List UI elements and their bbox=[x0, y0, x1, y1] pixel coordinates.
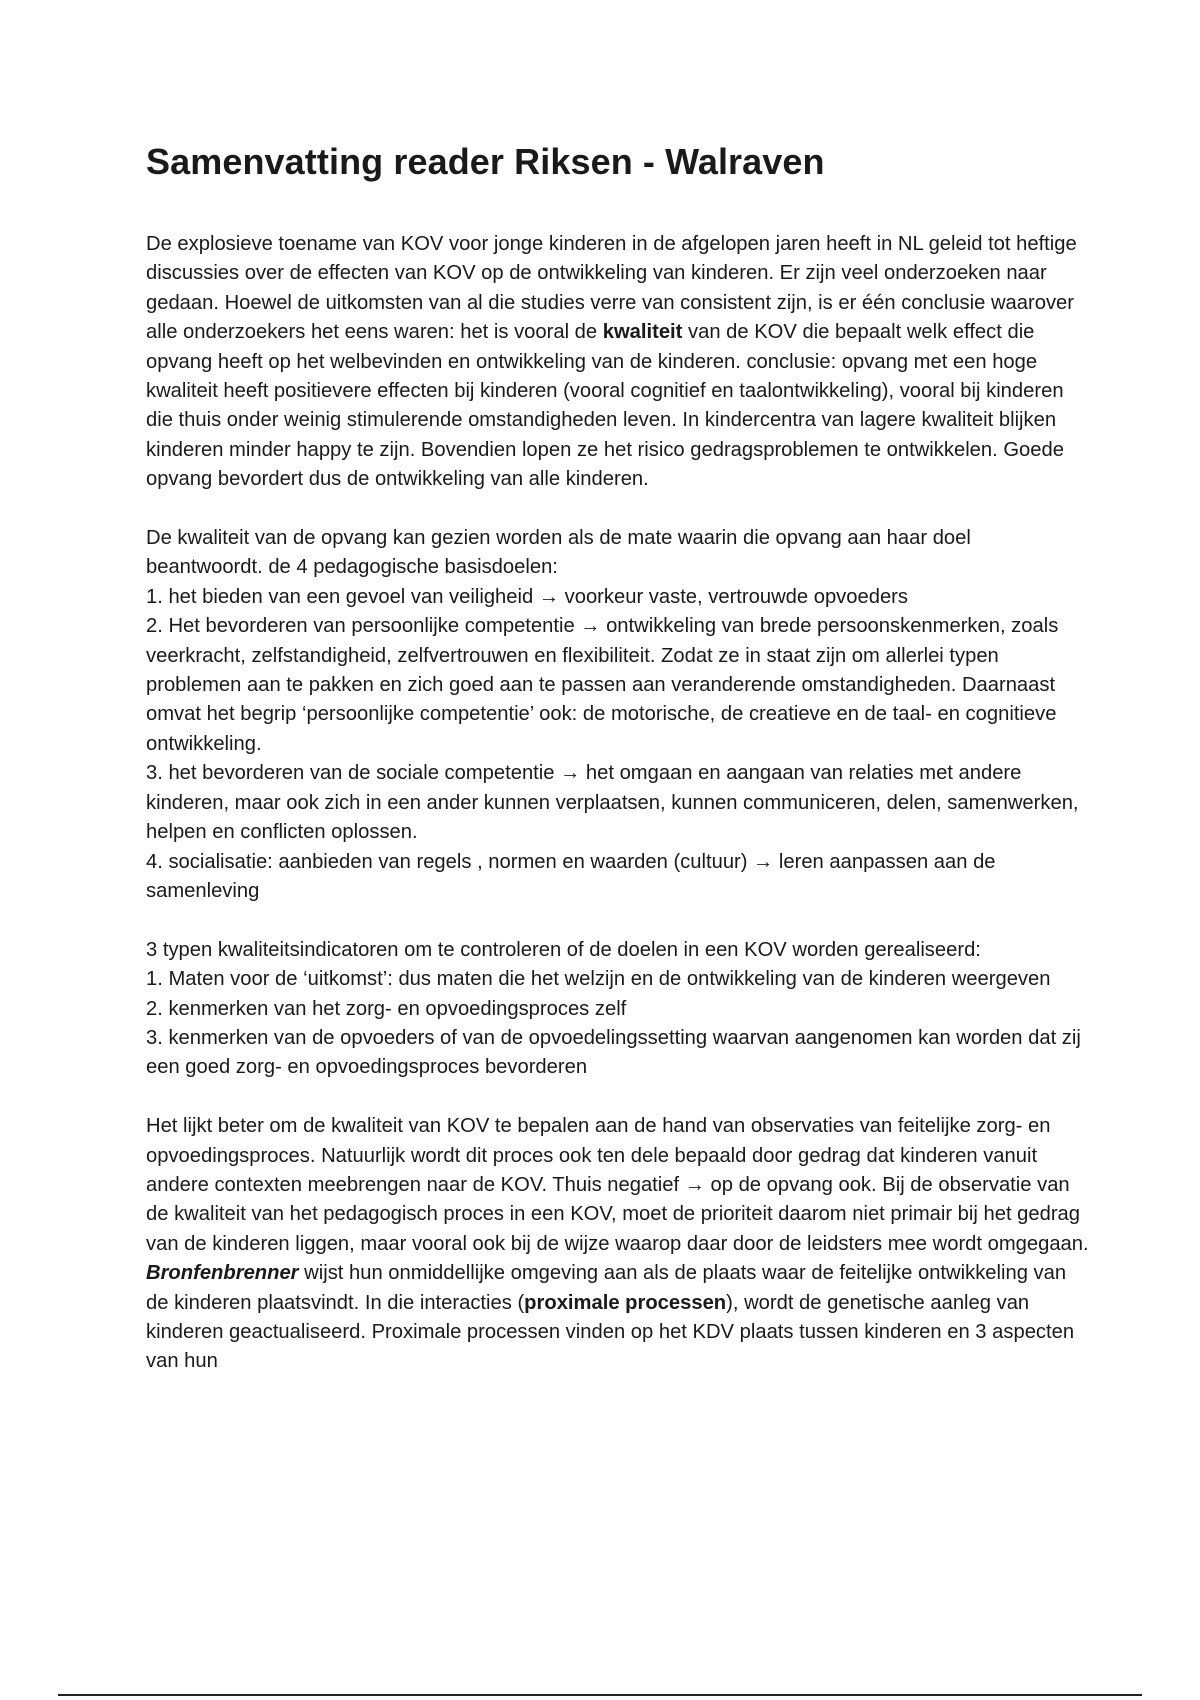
bronfenbrenner-term: Bronfenbrenner bbox=[146, 1262, 299, 1285]
intro-paragraph bbox=[146, 230, 1092, 495]
proximal-processes-term: proximale processen bbox=[524, 1291, 727, 1314]
page-bottom-rule bbox=[58, 1694, 1142, 1696]
goals-section bbox=[146, 524, 1092, 906]
document-title: Samenvatting reader Riksen - Walraven bbox=[146, 141, 825, 182]
indicators-section bbox=[146, 936, 1092, 1083]
indicator-item: 2. kenmerken van het zorg- en opvoedingsproces zelf bbox=[146, 997, 627, 1020]
goal-item: 3. het bevorderen van de sociale competentie → het omgaan en aangaan van relaties met andere kinderen, maar ook zich in een ander kunnen verplaatsen, kunnen communiceren, delen, samenwerken, helpen en conflicten oplossen. bbox=[146, 762, 1079, 844]
observation-text-2: wijst hun onmiddellijke omgeving aan als de plaats waar de feitelijke ontwikkeling van de kinderen plaatsvindt. In die interacties ( bbox=[146, 1262, 1067, 1314]
intro-text-1: De explosieve toename van KOV voor jonge kinderen in de afgelopen jaren heeft in NL geleid tot heftige discussies over de effecten van KOV op de ontwikkeling van kinderen. Er zijn veel onderzoeken naar gedaan. Hoewel de uitkomsten van al die studies verre van consistent zijn, is er één conclusie waarover alle onderzoekers het eens waren: het is vooral de bbox=[146, 233, 1077, 344]
goals-intro: De kwaliteit van de opvang kan gezien worden als de mate waarin die opvang aan haar doel beantwoordt. de 4 pedagogische basisdoelen: bbox=[146, 527, 971, 579]
observation-text-3: ), wordt de genetische aanleg van kinderen geactualiseerd. Proximale processen vinden op het KDV plaats tussen kinderen en 3 aspecten van hun bbox=[146, 1291, 1075, 1373]
indicators-intro: 3 typen kwaliteitsindicatoren om te controleren of de doelen in een KOV worden gerealiseerd: bbox=[146, 938, 981, 961]
indicator-item: 1. Maten voor de ‘uitkomst’: dus maten die het welzijn en de ontwikkeling van de kinderen weergeven bbox=[146, 968, 1051, 991]
goal-item: 4. socialisatie: aanbieden van regels , normen en waarden (cultuur) → leren aanpassen aan de samenleving bbox=[146, 850, 996, 902]
goal-item: 1. het bieden van een gevoel van veiligheid → voorkeur vaste, vertrouwde opvoeders bbox=[146, 585, 908, 608]
intro-text-2: van de KOV die bepaalt welk effect die opvang heeft op het welbevinden en ontwikkeling van de kinderen. conclusie: opvang met een hoge kwaliteit heeft positievere effecten bij kinderen (vooral cognitief en taalontwikkeling), vooral bij kinderen die thuis onder weinig stimulerende omstandigheden leven. In kindercentra van lagere kwaliteit blijken kinderen minder happy te zijn. Bovendien lopen ze het risico gedragsproblemen te ontwikkelen. Goede opvang bevordert dus de ontwikkeling van alle kinderen. bbox=[146, 321, 1064, 491]
document-page bbox=[146, 140, 1092, 1377]
observation-text-1: Het lijkt beter om de kwaliteit van KOV te bepalen aan de hand van observaties van feitelijke zorg- en opvoedingsproces. Natuurlijk wordt dit proces ook ten dele bepaald door gedrag dat kinderen vanuit andere contexten meebrengen naar de KOV. Thuis negatief → op de opvang ook. Bij de observatie van de kwaliteit van het pedagogisch proces in een KOV, moet de prioriteit daarom niet primair bij het gedrag van de kinderen liggen, maar vooral ook bij de wijze waarop daar door de leidsters mee wordt omgegaan. bbox=[146, 1115, 1089, 1255]
intro-bold-term: kwaliteit bbox=[602, 321, 683, 344]
observation-paragraph bbox=[146, 1112, 1092, 1377]
indicator-item: 3. kenmerken van de opvoeders of van de opvoedelingssetting waarvan aangenomen kan worden dat zij een goed zorg- en opvoedingsproces bevorderen bbox=[146, 1026, 1081, 1079]
goal-item: 2. Het bevorderen van persoonlijke competentie → ontwikkeling van brede persoonskenmerken, zoals veerkracht, zelfstandigheid, zelfvertrouwen en flexibiliteit. Zodat ze in staat zijn om allerlei typen problemen aan te pakken en zich goed aan te passen aan veranderende omstandigheden. Daarnaast omvat het begrip ‘persoonlijke competentie’ ook: de motorische, de creatieve en de taal- en cognitieve ontwikkeling. bbox=[146, 615, 1059, 755]
